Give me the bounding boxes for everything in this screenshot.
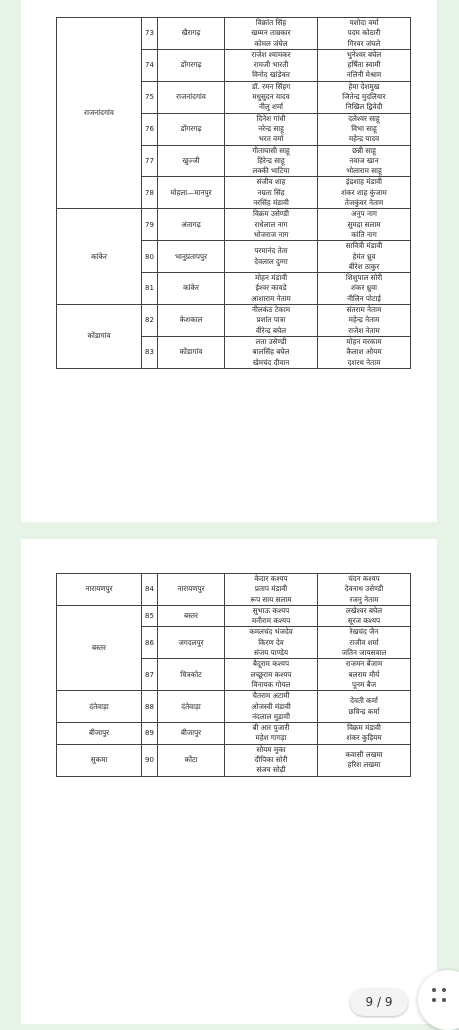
candidate-name: हरिश लखमा: [347, 760, 381, 770]
constituency-number: 82: [142, 305, 158, 337]
candidates-cell-a: [225, 659, 318, 691]
candidate-name: विभा साहू: [351, 123, 377, 133]
candidates-cell-b: [318, 691, 411, 723]
candidates-cell-b: [318, 574, 411, 606]
candidates-cell-a: [225, 574, 318, 606]
candidate-name: रजनु नेताम: [349, 594, 379, 604]
constituency-number: 89: [142, 723, 158, 745]
candidates-cell-b: [318, 744, 411, 776]
candidate-name: देवलाल दुग्गा: [254, 256, 288, 266]
document-page-1: [21, 0, 437, 522]
dots-icon: [432, 988, 436, 992]
candidates-cell-b: [318, 209, 411, 241]
candidate-name: मनीराम कश्यप: [251, 616, 291, 626]
candidates-cell-b: [318, 336, 411, 368]
constituency-name: जगदलपुर: [158, 627, 225, 659]
candidates-cell-b: [318, 177, 411, 209]
candidates-cell-b: [318, 659, 411, 691]
candidate-name: ईश्वर कावडे: [255, 283, 287, 293]
candidate-name: परमानंद तेता: [254, 246, 288, 256]
candidate-name: सूरज कश्यप: [347, 616, 381, 626]
constituency-number: 88: [142, 691, 158, 723]
table-row: [57, 744, 411, 776]
candidate-name: निखिल द्विवेदी: [345, 102, 383, 112]
candidate-table-2: [56, 573, 411, 777]
candidate-name: डॉ. रमन सिंहग: [251, 81, 291, 91]
constituency-name: डोंगरगढ़: [158, 113, 225, 145]
candidates-cell-b: [318, 241, 411, 273]
candidate-name: बालसिंह बघेल: [252, 347, 290, 357]
constituency-name: कांकेर: [158, 273, 225, 305]
district-cell: कांकेर: [57, 209, 142, 305]
constituency-name: अंतागढ़: [158, 209, 225, 241]
candidate-table-1: [56, 17, 411, 369]
dots-icon-part: [442, 998, 446, 1002]
candidate-name: महेन्द्र यादव: [348, 134, 380, 144]
candidate-name: जतिन जायसवाल: [341, 648, 387, 658]
constituency-name: बस्तर: [158, 605, 225, 627]
candidate-name: बैदूराम कश्यप: [252, 659, 290, 669]
candidate-name: लक्की भाटिया: [252, 166, 290, 176]
candidate-name: भोलाराम साहू: [346, 166, 382, 176]
candidates-cell-b: [318, 145, 411, 177]
constituency-name: मोहला—मानपुर: [158, 177, 225, 209]
candidates-cell-b: [318, 627, 411, 659]
constituency-name: खुज्जी: [158, 145, 225, 177]
constituency-name: राजनांदगांव: [158, 81, 225, 113]
candidates-cell-b: [318, 605, 411, 627]
candidate-name: कवासी लखमा: [345, 749, 383, 759]
candidate-name: रेखचंद जैन: [349, 627, 379, 637]
candidate-name: कमलचंद भंजदेव: [249, 627, 293, 637]
candidate-name: नलिनी मेश्राम: [346, 70, 382, 80]
candidate-name: भरत वर्मा: [258, 134, 284, 144]
candidate-name: लखेश्वर बघेल: [345, 605, 383, 615]
candidate-name: लता उसेण्डी: [255, 336, 287, 346]
candidate-name: दशरथ नेताम: [347, 357, 381, 367]
candidate-name: बलराम मौर्य: [348, 669, 380, 679]
candidate-name: शंकर कुड़ियम: [346, 733, 382, 743]
candidate-name: हर्षिता स्वामी: [347, 60, 381, 70]
candidate-name: कोमल जंघेल: [254, 38, 288, 48]
candidate-name: नंदलाल मुड़ामी: [252, 711, 290, 721]
candidate-name: सुमद्रा सलाम: [347, 219, 381, 229]
candidates-cell-b: [318, 723, 411, 745]
candidate-name: लच्छूराम कश्यप: [250, 669, 292, 679]
candidate-name: बी आर पुजारी: [252, 723, 290, 733]
candidate-name: देवनाथ उसेण्डी: [344, 584, 384, 594]
candidate-name: शिशुपाल सोरी: [345, 273, 383, 283]
candidate-name: गीताघासी साहू: [252, 145, 290, 155]
district-cell: नारायणपुर: [57, 574, 142, 606]
candidates-cell-b: [318, 273, 411, 305]
candidate-name: राजेश श्यामकर: [251, 49, 291, 59]
candidate-name: किरण देव: [258, 637, 284, 647]
candidate-name: महेश गागड़ा: [255, 733, 287, 743]
candidate-name: संजय पाण्डेय: [253, 648, 289, 658]
district-cell: बीजापुर: [57, 723, 142, 745]
candidate-name: संजीव शाह: [256, 177, 286, 187]
candidate-name: देवती कर्मा: [350, 696, 378, 706]
candidate-name: रामजी भारती: [253, 60, 289, 70]
candidates-cell-b: [318, 305, 411, 337]
table-row: [57, 18, 411, 50]
candidate-name: प्रताप मंडावी: [254, 584, 288, 594]
dots-icon-part: [442, 988, 446, 992]
candidate-name: शंकर शाह कुंजाम: [341, 187, 387, 197]
constituency-number: 90: [142, 744, 158, 776]
constituency-name: चित्रकोट: [158, 659, 225, 691]
candidate-name: प्रशांत पात्रा: [256, 315, 286, 325]
table-row: [57, 723, 411, 745]
candidates-cell-a: [225, 691, 318, 723]
candidate-name: अनुप नाग: [351, 209, 377, 219]
candidate-name: सोयम मुका: [256, 744, 286, 754]
candidate-name: नीलिन पोटाई: [347, 293, 381, 303]
candidate-name: नीलु शर्मा: [258, 102, 284, 112]
candidate-name: नवाज खान: [349, 155, 379, 165]
constituency-number: 86: [142, 627, 158, 659]
table-row: [57, 691, 411, 723]
candidate-name: विनोद खांडेकर: [252, 70, 290, 80]
candidate-name: कांति नाग: [351, 229, 377, 239]
candidate-name: संतराम नेताम: [346, 305, 382, 315]
candidate-name: हिरेन्द्र साहू: [257, 155, 285, 165]
candidates-cell-b: [318, 18, 411, 50]
candidate-name: इंद्रशाह मंडावी: [345, 177, 383, 187]
candidate-name: पूनम बैज: [351, 679, 377, 689]
candidates-cell-a: [225, 113, 318, 145]
candidate-name: केदार कश्यप: [254, 574, 288, 583]
candidate-name: नरसिंह मंडावी: [253, 198, 289, 208]
candidate-name: दलेश्वर साहू: [348, 113, 380, 123]
constituency-name: कोंटा: [158, 744, 225, 776]
candidate-name: भोजराज नाग: [253, 229, 289, 239]
table-row: [57, 209, 411, 241]
table-row: [57, 605, 411, 627]
district-cell: सुकमा: [57, 744, 142, 776]
constituency-number: 87: [142, 659, 158, 691]
constituency-name: नारायणपुर: [158, 574, 225, 606]
document-page-2: [21, 539, 437, 1024]
district-cell: बस्तर: [57, 605, 142, 690]
candidate-name: गिरवर जंघले: [347, 38, 381, 48]
candidate-name: मोहन मरकाम: [346, 336, 382, 346]
constituency-number: 81: [142, 273, 158, 305]
constituency-number: 77: [142, 145, 158, 177]
candidate-name: राजीव शर्मा: [349, 637, 379, 647]
candidates-cell-a: [225, 305, 318, 337]
candidate-name: संजय सोढ़ी: [256, 765, 286, 775]
candidate-name: विनायक गोयल: [251, 679, 291, 689]
candidate-name: मधुसुदन यादव: [252, 92, 290, 102]
district-cell: कोंडागांव: [57, 305, 142, 369]
constituency-number: 80: [142, 241, 158, 273]
constituency-number: 83: [142, 336, 158, 368]
constituency-name: केशकाल: [158, 305, 225, 337]
candidate-name: यशोदा वर्मा: [349, 18, 379, 27]
district-cell: दंतेवाड़ा: [57, 691, 142, 723]
candidate-name: दिनेश गांधी: [256, 113, 286, 123]
candidate-name: राजेश नेताम: [348, 325, 380, 335]
candidate-name: विक्रम उसेण्डी: [253, 209, 289, 219]
constituency-name: खैरागढ़: [158, 18, 225, 50]
candidate-name: भुनेश्वर बघेल: [346, 49, 382, 59]
candidate-name: मोहन मंडावी: [254, 273, 288, 283]
constituency-number: 76: [142, 113, 158, 145]
candidate-name: आशाराम नेताम: [251, 293, 291, 303]
candidates-cell-a: [225, 605, 318, 627]
candidate-name: तेजकुंवर नेताम: [344, 198, 384, 208]
candidate-name: नरेन्द्र साहू: [258, 123, 284, 133]
candidates-cell-a: [225, 49, 318, 81]
candidates-cell-a: [225, 744, 318, 776]
constituency-number: 73: [142, 18, 158, 50]
candidate-name: नम्रता सिंह: [257, 187, 285, 197]
candidate-name: खम्मन ताम्रकार: [251, 28, 291, 38]
candidates-cell-a: [225, 209, 318, 241]
candidates-cell-a: [225, 145, 318, 177]
constituency-number: 85: [142, 605, 158, 627]
constituency-number: 74: [142, 49, 158, 81]
candidate-name: शंकर ध्रुवा: [351, 283, 377, 293]
candidate-name: विक्रांत सिंह: [255, 18, 287, 27]
candidate-name: चैतराम अटामी: [252, 691, 290, 701]
constituency-number: 75: [142, 81, 158, 113]
candidate-name: खेमचंद दीवान: [252, 357, 290, 367]
candidates-cell-a: [225, 273, 318, 305]
candidates-cell-a: [225, 336, 318, 368]
candidate-name: कैलाश ओयम: [346, 347, 382, 357]
candidate-name: हेमा देशमुख: [348, 81, 380, 91]
candidate-name: विक्रम मंडावी: [347, 723, 381, 733]
candidate-name: राधेलाल नाग: [254, 219, 288, 229]
district-cell: राजनांदगांव: [57, 18, 142, 209]
candidate-name: नीलकंठ टेकाम: [251, 305, 290, 315]
dots-icon-part: [432, 998, 436, 1002]
candidates-cell-a: [225, 241, 318, 273]
candidate-name: चंदन कश्यप: [348, 574, 380, 583]
candidate-name: छविन्द्र कर्मा: [348, 706, 380, 716]
constituency-number: 84: [142, 574, 158, 606]
candidate-name: राजमन बेंजाम: [345, 659, 383, 669]
table-row: [57, 574, 411, 606]
candidate-name: छन्नी साहू: [352, 145, 376, 155]
candidates-cell-a: [225, 627, 318, 659]
candidates-cell-a: [225, 723, 318, 745]
candidate-name: पदम कोठारी: [347, 28, 381, 38]
candidates-cell-a: [225, 18, 318, 50]
candidates-cell-a: [225, 81, 318, 113]
candidates-cell-a: [225, 177, 318, 209]
constituency-name: कोंडागांव: [158, 336, 225, 368]
page-indicator: 9 / 9: [350, 988, 408, 1016]
candidate-name: वीरेन्द्र बघेल: [255, 325, 287, 335]
candidates-cell-b: [318, 113, 411, 145]
candidate-name: सावित्री मंडावी: [345, 241, 383, 251]
constituency-number: 79: [142, 209, 158, 241]
table-row: [57, 305, 411, 337]
candidate-name: हेमंत ध्रुव: [352, 251, 376, 261]
candidates-cell-b: [318, 49, 411, 81]
candidate-name: जितेन्द्र मुदलियार: [342, 92, 386, 102]
candidate-name: रूप साय सलाम: [250, 594, 292, 604]
candidate-name: ओजस्वी मंडावी: [251, 701, 291, 711]
candidate-name: महेन्द्र नेताम: [348, 315, 380, 325]
constituency-name: डोंगरगढ़: [158, 49, 225, 81]
constituency-name: बीजापुर: [158, 723, 225, 745]
constituency-name: भानुप्रतापपुर: [158, 241, 225, 273]
constituency-number: 78: [142, 177, 158, 209]
candidates-cell-b: [318, 81, 411, 113]
candidate-name: दीपिका सोरी: [254, 755, 288, 765]
constituency-name: दंतेवाड़ा: [158, 691, 225, 723]
candidate-name: बीरेश ठाकुर: [348, 261, 380, 271]
candidate-name: सुभाऊ कश्यप: [252, 605, 290, 615]
